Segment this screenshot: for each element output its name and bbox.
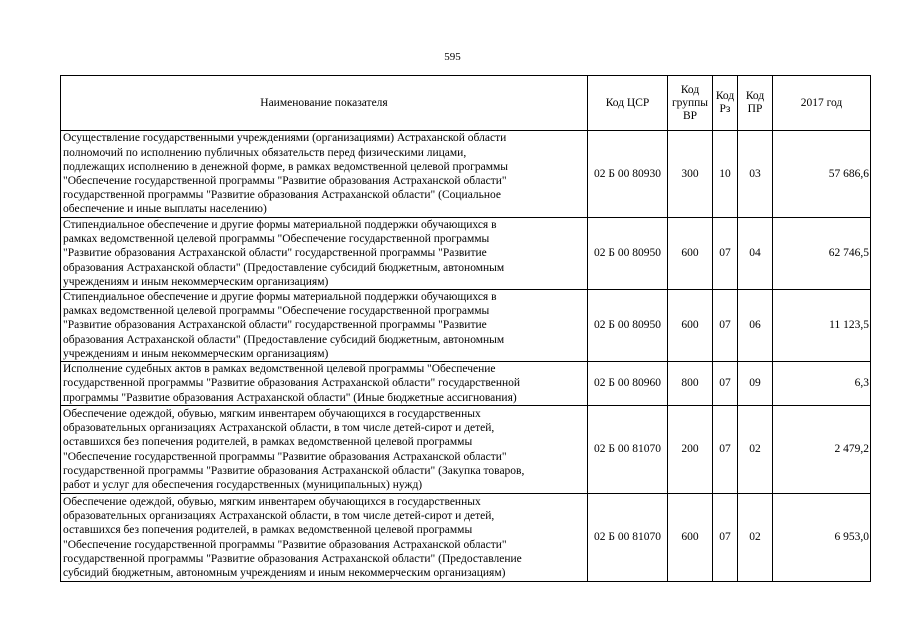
table-row bbox=[61, 494, 871, 582]
row-rz-code: 07 bbox=[713, 218, 738, 290]
row-name-line: работ и услуг для обеспечения государственных (муниципальных) нужд) bbox=[63, 478, 423, 491]
row-vr-code: 600 bbox=[668, 494, 713, 582]
row-name-line: Обеспечение одеждой, обувью, мягким инвентарем обучающихся в государственных bbox=[63, 407, 481, 420]
budget-table bbox=[60, 75, 871, 582]
row-name-line: образования Астраханской области" (Предоставление субсидий бюджетным, автономным bbox=[63, 333, 505, 346]
row-name bbox=[61, 290, 588, 362]
row-name bbox=[61, 494, 588, 582]
row-vr-code: 800 bbox=[668, 362, 713, 406]
row-name-line: учреждениям и иным некоммерческим организациям) bbox=[63, 275, 329, 288]
row-name-line: Осуществление государственными учреждениями (организациями) Астраханской области bbox=[63, 132, 507, 145]
page-number: 595 bbox=[444, 51, 461, 63]
row-name-line: субсидий бюджетным, автономным учреждениям и иным некоммерческим организациям) bbox=[63, 566, 506, 579]
row-name-line: образовательных организациях Астраханской области, в том числе детей-сирот и детей, bbox=[63, 510, 495, 523]
row-csr-code: 02 Б 00 81070 bbox=[588, 406, 668, 494]
row-name bbox=[61, 362, 588, 406]
row-amount-2017: 6 953,0 bbox=[773, 494, 871, 582]
row-name-line: Обеспечение одеждой, обувью, мягким инвентарем обучающихся в государственных bbox=[63, 495, 481, 508]
header-vr-line: группы bbox=[671, 96, 709, 109]
row-name-line: Стипендиальное обеспечение и другие формы материальной поддержки обучающихся в bbox=[63, 219, 497, 231]
row-amount-2017: 6,3 bbox=[773, 362, 871, 406]
row-name-line: государственной программы "Развитие образования Астраханской области" государственной bbox=[63, 377, 521, 390]
row-name-line: подлежащих исполнению в денежной форме, в рамках ведомственной целевой программы bbox=[63, 160, 509, 173]
row-name-line: рамках ведомственной целевой программы "Обеспечение государственной программы bbox=[63, 233, 490, 246]
row-vr-code: 600 bbox=[668, 218, 713, 290]
row-amount-2017: 2 479,2 bbox=[773, 406, 871, 494]
header-pr-code bbox=[738, 76, 773, 131]
row-name-line: Исполнение судебных актов в рамках ведомственной целевой программы "Обеспечение bbox=[63, 363, 496, 376]
row-pr-code: 06 bbox=[738, 290, 773, 362]
row-vr-code: 300 bbox=[668, 131, 713, 218]
row-pr-code: 03 bbox=[738, 131, 773, 218]
row-name-line: "Развитие образования Астраханской области" государственной программы "Развитие bbox=[63, 319, 487, 332]
row-rz-code: 10 bbox=[713, 131, 738, 218]
row-name-line: рамках ведомственной целевой программы "Обеспечение государственной программы bbox=[63, 305, 490, 318]
row-rz-code: 07 bbox=[713, 406, 738, 494]
header-rz-code bbox=[713, 76, 738, 131]
header-vr-line: ВР bbox=[682, 109, 698, 122]
table-row bbox=[61, 131, 871, 218]
row-pr-code: 02 bbox=[738, 406, 773, 494]
row-rz-code: 07 bbox=[713, 494, 738, 582]
row-vr-code: 200 bbox=[668, 406, 713, 494]
row-name-line: образовательных организациях Астраханской области, в том числе детей-сирот и детей, bbox=[63, 422, 495, 435]
row-name-line: оставшихся без попечения родителей, в рамках ведомственной целевой программы bbox=[63, 436, 473, 449]
table-row bbox=[61, 290, 871, 362]
row-name-line: программы "Развитие образования Астраханской области" (Иные бюджетные ассигнования) bbox=[63, 391, 517, 404]
row-amount-2017: 11 123,5 bbox=[773, 290, 871, 362]
row-name bbox=[61, 131, 588, 218]
row-name-line: "Развитие образования Астраханской области" государственной программы "Развитие bbox=[63, 247, 487, 260]
row-pr-code: 09 bbox=[738, 362, 773, 406]
row-name-line: оставшихся без попечения родителей, в рамках ведомственной целевой программы bbox=[63, 524, 473, 537]
table-row bbox=[61, 362, 871, 406]
row-name-line: "Обеспечение государственной программы "Развитие образования Астраханской области" bbox=[63, 538, 507, 551]
header-name: Наименование показателя bbox=[61, 76, 588, 131]
row-name-line: полномочий по исполнению публичных обязательств перед физическими лицами, bbox=[63, 146, 467, 159]
header-pr-line: ПР bbox=[747, 103, 763, 115]
table-row bbox=[61, 218, 871, 290]
row-csr-code: 02 Б 00 81070 bbox=[588, 494, 668, 582]
header-csr-code: Код ЦСР bbox=[588, 76, 668, 131]
row-vr-code: 600 bbox=[668, 290, 713, 362]
row-amount-2017: 62 746,5 bbox=[773, 218, 871, 290]
row-name bbox=[61, 406, 588, 494]
row-name-line: Стипендиальное обеспечение и другие формы материальной поддержки обучающихся в bbox=[63, 291, 497, 304]
row-csr-code: 02 Б 00 80950 bbox=[588, 290, 668, 362]
table-header-row bbox=[61, 76, 871, 131]
row-name-line: государственной программы "Развитие образования Астраханской области" (Предоставление bbox=[63, 552, 522, 565]
row-csr-code: 02 Б 00 80950 bbox=[588, 218, 668, 290]
row-rz-code: 07 bbox=[713, 290, 738, 362]
table-row bbox=[61, 406, 871, 494]
row-name-line: "Обеспечение государственной программы "Развитие образования Астраханской области" bbox=[63, 450, 507, 463]
header-rz-line: Код bbox=[715, 90, 735, 102]
row-name-line: государственной программы "Развитие образования Астраханской области" (Социальное bbox=[63, 189, 502, 202]
row-csr-code: 02 Б 00 80960 bbox=[588, 362, 668, 406]
row-rz-code: 07 bbox=[713, 362, 738, 406]
row-name-line: учреждениям и иным некоммерческим организациям) bbox=[63, 347, 329, 360]
header-year-2017: 2017 год bbox=[773, 76, 871, 131]
header-rz-line: Рз bbox=[719, 103, 731, 115]
row-name bbox=[61, 218, 588, 290]
row-name-line: образования Астраханской области" (Предоставление субсидий бюджетным, автономным bbox=[63, 261, 505, 274]
row-name-line: государственной программы "Развитие образования Астраханской области" (Закупка товаров, bbox=[63, 464, 525, 477]
header-pr-line: Код bbox=[745, 90, 765, 102]
header-vr-code bbox=[668, 76, 713, 131]
row-amount-2017: 57 686,6 bbox=[773, 131, 871, 218]
row-name-line: "Обеспечение государственной программы "Развитие образования Астраханской области" bbox=[63, 175, 507, 187]
row-name-line: обеспечение и иные выплаты населению) bbox=[63, 203, 267, 216]
row-pr-code: 04 bbox=[738, 218, 773, 290]
row-pr-code: 02 bbox=[738, 494, 773, 582]
row-csr-code: 02 Б 00 80930 bbox=[588, 131, 668, 218]
header-vr-line: Код bbox=[680, 83, 700, 96]
